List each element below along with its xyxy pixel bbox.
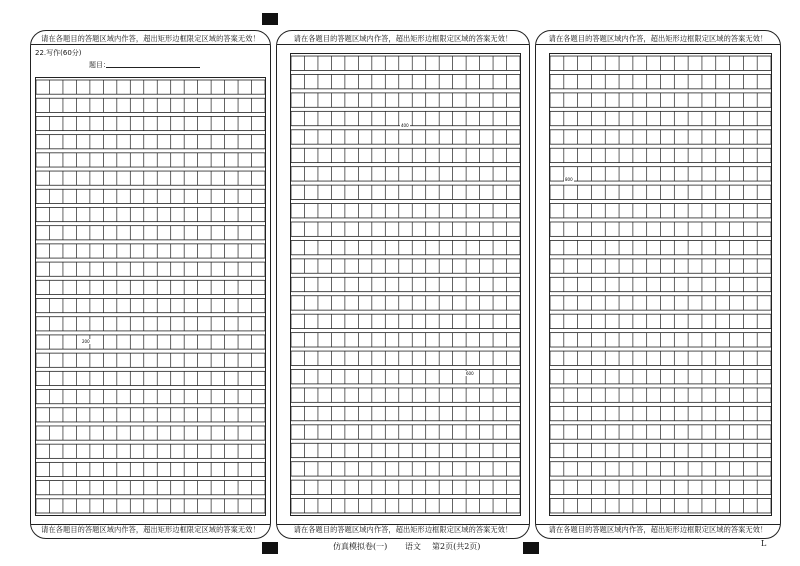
word-count-mark-600: 600 (466, 371, 474, 376)
alignment-marker-bottom-right (523, 542, 539, 554)
divider (277, 44, 529, 45)
footer-page-info: 第2页(共2页) (432, 542, 481, 551)
alignment-marker-top (262, 13, 278, 25)
alignment-marker-bottom-left (262, 542, 278, 554)
notice-top: 请在各题目的答题区域内作答，超出矩形边框限定区域的答案无效！ (548, 34, 768, 43)
notice-bottom: 请在各题目的答题区域内作答，超出矩形边框限定区域的答案无效！ (293, 525, 513, 534)
word-count-mark-200: 200 (82, 339, 90, 344)
title-label: 题目： (89, 61, 110, 69)
answer-panel-3 (535, 30, 781, 539)
notice-bottom: 请在各题目的答题区域内作答，超出矩形边框限定区域的答案无效！ (41, 525, 260, 534)
divider (31, 44, 270, 45)
notice-bottom: 请在各题目的答题区域内作答，超出矩形边框限定区域的答案无效！ (548, 525, 768, 534)
divider (536, 44, 780, 45)
notice-top: 请在各题目的答题区域内作答，超出矩形边框限定区域的答案无效！ (293, 34, 513, 43)
title-input-line[interactable] (106, 67, 200, 68)
composition-grid[interactable] (549, 53, 772, 516)
word-count-mark-400: 400 (401, 123, 409, 128)
answer-panel-1 (30, 30, 271, 539)
answer-panel-2 (276, 30, 530, 539)
footer-exam-name: 仿真模拟卷(一) (333, 542, 388, 551)
composition-grid[interactable] (35, 77, 266, 516)
footer-corner-mark: L (761, 539, 767, 548)
word-count-mark-800: 800 (565, 177, 573, 182)
notice-top: 请在各题目的答题区域内作答，超出矩形边框限定区域的答案无效！ (41, 34, 260, 43)
footer-subject: 语文 (405, 542, 421, 551)
question-number: 22.写作(60分) (35, 49, 82, 57)
